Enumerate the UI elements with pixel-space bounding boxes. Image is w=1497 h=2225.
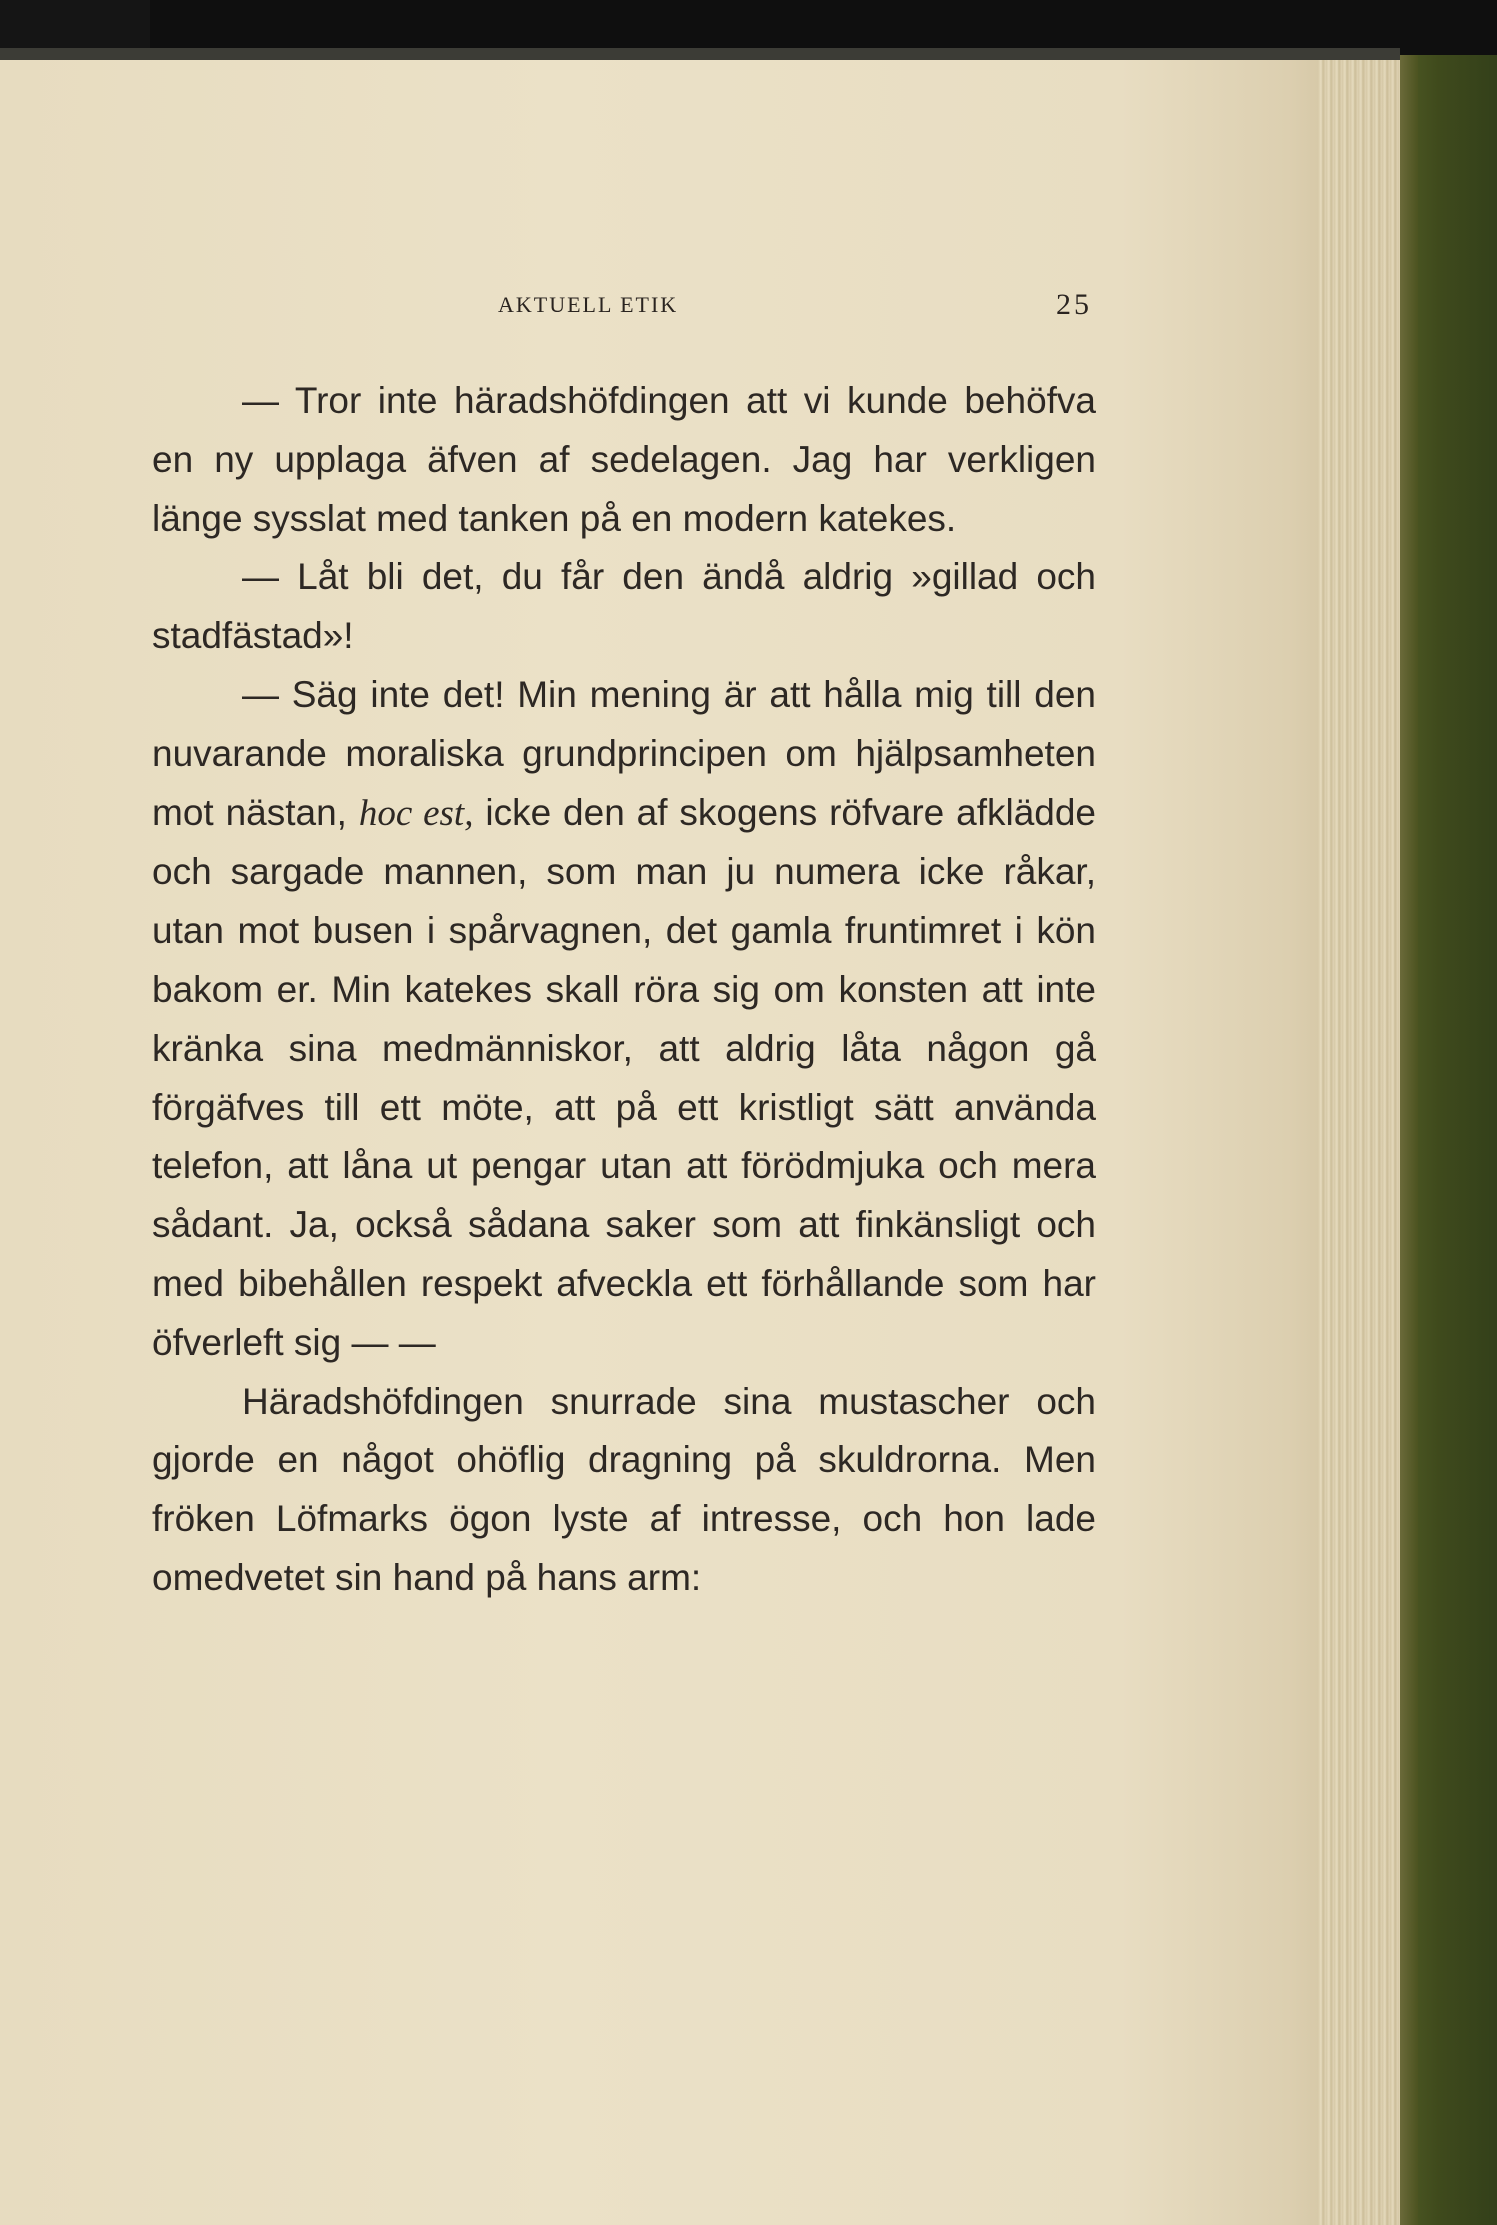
paragraph-2: — Låt bli det, du får den ändå aldrig »gillad och stadfästad»! [152,556,1096,657]
running-head-title: AKTUELL ETIK [498,292,679,317]
page-number: 25 [1056,288,1092,321]
latin-phrase: hoc est, [358,792,474,834]
body-text [152,372,1096,1608]
page-edges [1318,60,1400,2225]
running-head [152,288,1092,328]
paragraph-3-part-1: — Säg inte det! Min mening är att hålla mig till den nuvarande moraliska grundprincipen om hjälpsamheten mot nästan, [152,673,1096,833]
cover-edge [1400,55,1418,2225]
paragraph-3 [152,666,1096,1373]
paragraph-1: — Tror inte häradshöfdingen att vi kunde behöfva en ny upplaga äfven af sedelagen. Jag har verkligen länge sysslat med tanken på en modern katekes. [152,380,1096,539]
scan-background [150,0,1497,55]
paragraph-3-part-2: icke den af skogens röfvare afklädde och sargade mannen, som man ju numera icke råkar, utan mot busen i spårvagnen, det gamla fruntimret i kön bakom er. Min katekes skall röra sig om konsten att inte kränka sina medmänniskor, att aldrig låta någon gå förgäfves till ett möte, att på ett kristligt sätt använda telefon, att låna ut pengar utan att förödmjuka och mera sådant. Ja, också sådana saker som att finkänsligt och med bibehållen respekt afveckla ett förhållande som har öfverleft sig — — [152,791,1097,1363]
paragraph-4: Häradshöfdingen snurrade sina mustascher och gjorde en något ohöflig dragning på skuldrorna. Men fröken Löfmarks ögon lyste af intresse, och hon lade omedvetet sin hand på hans arm: [152,1380,1096,1598]
